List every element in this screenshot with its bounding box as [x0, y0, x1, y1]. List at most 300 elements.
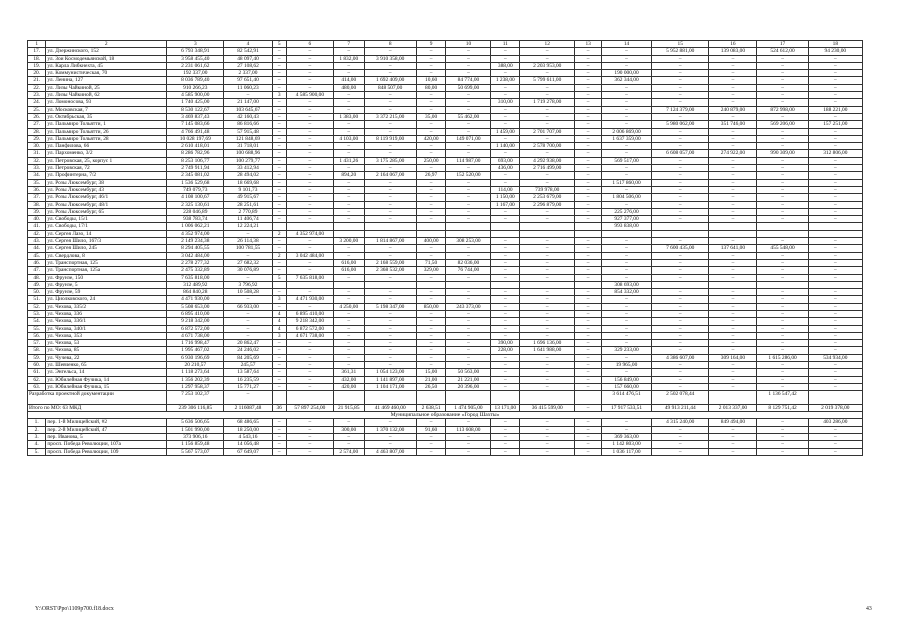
table-cell: – — [808, 252, 862, 259]
table-cell: – — [416, 143, 446, 150]
table-cell: 7 635 818,00 — [286, 274, 333, 281]
table-cell: – — [333, 106, 364, 113]
table-cell: 243 373,00 — [446, 303, 491, 310]
table-cell: – — [446, 194, 491, 201]
table-cell: – — [272, 448, 286, 455]
table-cell: – — [601, 419, 651, 426]
table-cell: – — [416, 208, 446, 215]
table-cell: 1 006 062,21 — [167, 223, 224, 230]
table-row — [28, 318, 863, 325]
table-cell: – — [575, 274, 602, 281]
table-cell: – — [520, 362, 575, 369]
table-cell: 62. — [28, 376, 46, 383]
table-cell: – — [272, 165, 286, 172]
table-cell: 6 — [286, 41, 333, 48]
table-cell: – — [416, 325, 446, 332]
table-cell: – — [224, 332, 272, 339]
table-row — [28, 426, 863, 433]
table-cell: – — [272, 157, 286, 164]
table-cell: – — [808, 172, 862, 179]
table-cell: – — [652, 318, 709, 325]
table-cell: – — [575, 84, 602, 91]
table-cell: 4 292 938,00 — [520, 157, 575, 164]
table-cell: ул. Фрунзе, 150 — [46, 274, 167, 281]
table-row — [28, 289, 863, 296]
table-cell: 27 108,62 — [224, 62, 272, 69]
table-cell: – — [333, 310, 364, 317]
table-cell: пер. 1-й Милицейский, #2 — [46, 419, 167, 426]
table-row — [28, 245, 863, 252]
table-cell: – — [575, 113, 602, 120]
table-cell: – — [520, 48, 575, 55]
table-cell: – — [575, 325, 602, 332]
table-cell: 1 036 117,00 — [601, 448, 651, 455]
table-cell: – — [286, 157, 333, 164]
table-cell — [446, 230, 491, 237]
table-cell — [272, 391, 286, 405]
table-cell: – — [286, 340, 333, 347]
table-cell: 103 645,67 — [224, 106, 272, 113]
table-cell: – — [709, 84, 757, 91]
table-cell: – — [520, 70, 575, 77]
table-cell: – — [446, 121, 491, 128]
table-cell: ул. Чехова, 335/2 — [46, 303, 167, 310]
table-cell: – — [491, 419, 520, 426]
table-row — [28, 383, 863, 390]
table-cell: 86 816,66 — [224, 121, 272, 128]
table-cell — [808, 223, 862, 230]
table-cell: – — [333, 362, 364, 369]
table-cell: 2 610 418,01 — [167, 143, 224, 150]
table-row — [28, 172, 863, 179]
table-cell: – — [364, 325, 416, 332]
table-cell: – — [446, 179, 491, 186]
table-cell: – — [491, 216, 520, 223]
table-cell: – — [709, 157, 757, 164]
table-cell: 2. — [28, 426, 46, 433]
table-cell: – — [652, 259, 709, 266]
table-cell: 524 612,00 — [757, 48, 808, 55]
table-cell: – — [709, 362, 757, 369]
table-cell: – — [757, 179, 808, 186]
table-cell: 7 124 379,00 — [652, 106, 709, 113]
table-row — [28, 259, 863, 266]
table-cell: – — [575, 99, 602, 106]
table-cell — [364, 223, 416, 230]
table-cell: 11 — [491, 41, 520, 48]
table-cell: 1 383,00 — [333, 113, 364, 120]
table-cell: – — [709, 252, 757, 259]
table-cell: 6 872 572,00 — [167, 325, 224, 332]
table-cell: ул. Розы Люксембург, 48/1 — [46, 201, 167, 208]
table-cell: – — [491, 172, 520, 179]
table-cell: – — [446, 150, 491, 157]
table-cell: – — [520, 383, 575, 390]
table-cell: 245,57 — [224, 362, 272, 369]
table-cell: ул. Петровская, 25, корпус 1 — [46, 157, 167, 164]
table-cell: 1 118 273,64 — [167, 369, 224, 376]
table-cell: – — [601, 267, 651, 274]
table-cell: – — [416, 92, 446, 99]
table-cell: – — [601, 354, 651, 361]
table-cell: 1 692 409,00 — [364, 77, 416, 84]
table-cell: 14 — [601, 41, 651, 48]
table-cell: – — [446, 99, 491, 106]
table-cell: 48. — [28, 274, 46, 281]
table-cell: 21. — [28, 77, 46, 84]
table-cell: ул. Профинтерна, 7/2 — [46, 172, 167, 179]
table-cell: – — [364, 340, 416, 347]
table-cell: – — [709, 332, 757, 339]
table-cell: – — [272, 245, 286, 252]
table-cell: ул. Коммунистическая, 70 — [46, 70, 167, 77]
table-cell: – — [286, 62, 333, 69]
table-cell — [286, 223, 333, 230]
table-cell: – — [520, 332, 575, 339]
table-cell — [333, 391, 364, 405]
table-cell: 308 693,00 — [601, 281, 651, 288]
table-cell: – — [333, 92, 364, 99]
table-cell: – — [364, 310, 416, 317]
table-cell: – — [520, 92, 575, 99]
table-cell: 309 164,00 — [709, 354, 757, 361]
table-cell: 993 838,00 — [601, 223, 651, 230]
table-cell: – — [757, 157, 808, 164]
table-cell: – — [224, 252, 272, 259]
table-cell: – — [416, 121, 446, 128]
table-cell: – — [757, 289, 808, 296]
table-cell: 18. — [28, 55, 46, 62]
table-cell — [652, 230, 709, 237]
table-cell: – — [491, 113, 520, 120]
table-cell: – — [416, 245, 446, 252]
table-cell: ул. Карла Либкнехта, 45 — [46, 62, 167, 69]
table-cell: – — [808, 245, 862, 252]
table-cell: – — [491, 448, 520, 455]
table-cell: – — [808, 157, 862, 164]
table-cell: – — [491, 267, 520, 274]
table-cell: 22. — [28, 84, 46, 91]
table-cell: 152 520,00 — [446, 172, 491, 179]
table-cell — [333, 223, 364, 230]
table-cell: – — [709, 201, 757, 208]
table-cell: 5 198 347,00 — [364, 303, 416, 310]
table-cell: – — [520, 448, 575, 455]
table-cell: 17. — [28, 48, 46, 55]
table-cell: – — [709, 77, 757, 84]
table-cell: 1 142 803,00 — [601, 441, 651, 448]
table-cell: ул. Пархоменко, 3/2 — [46, 150, 167, 157]
table-cell: 27. — [28, 121, 46, 128]
table-cell: 30 076,89 — [224, 267, 272, 274]
table-cell: 17 — [757, 41, 808, 48]
table-cell: – — [652, 426, 709, 433]
table-cell — [272, 281, 286, 288]
table-row — [28, 48, 863, 55]
table-header-row — [28, 41, 863, 48]
table-cell: – — [709, 165, 757, 172]
table-cell: 19 965,00 — [601, 362, 651, 369]
table-cell: – — [808, 340, 862, 347]
table-row — [28, 238, 863, 245]
table-cell: – — [575, 92, 602, 99]
table-cell: – — [808, 325, 862, 332]
table-cell: 1 459,00 — [491, 128, 520, 135]
table-row — [28, 281, 863, 288]
table-cell: – — [272, 84, 286, 91]
table-cell: 137 641,00 — [709, 245, 757, 252]
table-cell: 1 150,00 — [491, 194, 520, 201]
table-cell: 5 799 611,00 — [520, 77, 575, 84]
table-cell: 2 345 081,02 — [167, 172, 224, 179]
table-cell: 45. — [28, 252, 46, 259]
table-cell: 42. — [28, 230, 46, 237]
table-cell: – — [575, 419, 602, 426]
table-row — [28, 303, 863, 310]
table-cell: ул. Чехова, 336/1 — [46, 318, 167, 325]
table-cell: 361,31 — [333, 369, 364, 376]
table-cell: 1 641 988,00 — [520, 347, 575, 354]
table-cell: – — [520, 135, 575, 142]
table-cell: – — [601, 165, 651, 172]
table-cell: 7 635 818,00 — [167, 274, 224, 281]
table-cell: 149 071,00 — [446, 135, 491, 142]
table-cell: – — [520, 325, 575, 332]
table-cell: ул. Розы Люксембург, 43 — [46, 186, 167, 193]
table-row — [28, 433, 863, 440]
table-cell: – — [652, 143, 709, 150]
table-cell: – — [575, 238, 602, 245]
table-cell: – — [416, 310, 446, 317]
table-cell: 1 716 998,47 — [167, 340, 224, 347]
table-cell: – — [286, 303, 333, 310]
table-cell: – — [575, 289, 602, 296]
table-row — [28, 62, 863, 69]
table-cell: – — [601, 259, 651, 266]
table-cell: – — [808, 332, 862, 339]
table-cell: 3 — [272, 332, 286, 339]
table-cell: – — [333, 208, 364, 215]
table-cell: – — [416, 194, 446, 201]
table-cell: – — [446, 62, 491, 69]
table-cell: – — [364, 289, 416, 296]
table-cell: – — [757, 347, 808, 354]
table-cell: 5 508 653,00 — [167, 303, 224, 310]
table-cell: – — [272, 186, 286, 193]
table-cell: 47. — [28, 267, 46, 274]
table-cell: 3 796,92 — [224, 281, 272, 288]
table-cell: 4 — [272, 325, 286, 332]
table-cell: ул. Зои Космодемьянской, 18 — [46, 55, 167, 62]
table-row — [28, 267, 863, 274]
table-cell: – — [333, 433, 364, 440]
table-row — [28, 113, 863, 120]
table-cell: ул. Чехова, 353 — [46, 332, 167, 339]
table-cell: – — [286, 347, 333, 354]
table-cell: – — [601, 92, 651, 99]
table-cell: 1 — [28, 41, 46, 48]
table-cell: 308 253,00 — [446, 238, 491, 245]
table-row — [28, 441, 863, 448]
table-cell: 3 042 484,00 — [286, 252, 333, 259]
table-cell — [520, 391, 575, 405]
table-cell: – — [652, 92, 709, 99]
table-row — [28, 362, 863, 369]
table-cell: 2 278 277,32 — [167, 259, 224, 266]
table-cell: – — [808, 376, 862, 383]
table-cell: – — [446, 347, 491, 354]
table-row-total — [28, 404, 863, 411]
table-cell: – — [652, 186, 709, 193]
table-cell: 24. — [28, 99, 46, 106]
table-cell: 36. — [28, 186, 46, 193]
table-cell: 51. — [28, 296, 46, 303]
table-cell: ул. Ломоносова, 93 — [46, 99, 167, 106]
table-cell: ул. Петровская, 72 — [46, 165, 167, 172]
table-cell: 1 370 132,00 — [364, 426, 416, 433]
table-cell: – — [416, 433, 446, 440]
table-cell: – — [224, 325, 272, 332]
table-cell: – — [709, 347, 757, 354]
table-cell — [808, 230, 862, 237]
table-cell: – — [416, 362, 446, 369]
table-cell: 84 205,69 — [224, 354, 272, 361]
table-cell: 21 915,85 — [333, 404, 364, 411]
table-cell: – — [601, 238, 651, 245]
table-cell: – — [757, 216, 808, 223]
table-cell: 8 036 789,40 — [167, 77, 224, 84]
table-cell: – — [491, 354, 520, 361]
table-cell: – — [757, 325, 808, 332]
table-cell: – — [757, 252, 808, 259]
table-cell: 1 832,00 — [333, 55, 364, 62]
table-cell: ул. Лизы Чайкиной, 62 — [46, 92, 167, 99]
table-cell: – — [709, 267, 757, 274]
table-cell: – — [520, 106, 575, 113]
table-cell: – — [491, 208, 520, 215]
table-cell: 55. — [28, 325, 46, 332]
table-cell: – — [446, 245, 491, 252]
table-cell: – — [575, 55, 602, 62]
table-cell: 388,00 — [491, 62, 520, 69]
table-cell: – — [709, 208, 757, 215]
table-cell: – — [652, 376, 709, 383]
table-cell: – — [520, 208, 575, 215]
table-cell: 21,00 — [416, 376, 446, 383]
table-cell — [575, 391, 602, 405]
table-cell: 188 221,00 — [808, 106, 862, 113]
table-cell: просп. Победа Революции, 107а — [46, 441, 167, 448]
table-cell: 4 103,00 — [333, 135, 364, 142]
table-cell — [416, 230, 446, 237]
table-cell: – — [272, 77, 286, 84]
table-cell: – — [364, 165, 416, 172]
table-cell: 12 224,21 — [224, 223, 272, 230]
table-cell: – — [601, 274, 651, 281]
table-cell: – — [416, 354, 446, 361]
table-cell: 274 922,00 — [709, 150, 757, 157]
table-cell: – — [491, 433, 520, 440]
table-cell: 2 149 234,38 — [167, 238, 224, 245]
table-cell: – — [575, 318, 602, 325]
table-cell: – — [575, 354, 602, 361]
table-cell: – — [333, 340, 364, 347]
table-cell: – — [652, 274, 709, 281]
table-cell: 11 060,23 — [224, 84, 272, 91]
table-cell: – — [575, 194, 602, 201]
table-cell: – — [808, 186, 862, 193]
table-cell: 3 910 358,00 — [364, 55, 416, 62]
table-cell: – — [491, 303, 520, 310]
table-cell: – — [491, 245, 520, 252]
table-cell: 436,00 — [491, 165, 520, 172]
table-cell: пер. Иванова, 5 — [46, 433, 167, 440]
table-cell: – — [364, 70, 416, 77]
table-cell: – — [416, 201, 446, 208]
table-cell: 455 548,00 — [757, 245, 808, 252]
table-cell: – — [520, 296, 575, 303]
table-cell: – — [652, 325, 709, 332]
table-cell: 4 671 738,00 — [167, 332, 224, 339]
table-cell: – — [757, 70, 808, 77]
table-cell — [601, 230, 651, 237]
table-cell: 1. — [28, 419, 46, 426]
table-row — [28, 186, 863, 193]
table-cell: ул. Энгельса, 14 — [46, 369, 167, 376]
table-cell: 2 337,00 — [224, 70, 272, 77]
table-cell — [364, 230, 416, 237]
table-cell: – — [446, 128, 491, 135]
table-cell: – — [286, 245, 333, 252]
table-cell: 3 372 215,00 — [364, 113, 416, 120]
table-cell: – — [520, 376, 575, 383]
table-cell: – — [808, 303, 862, 310]
table-cell: – — [520, 441, 575, 448]
table-cell: 24 246,02 — [224, 347, 272, 354]
table-cell: 400,00 — [416, 238, 446, 245]
table-cell: – — [808, 99, 862, 106]
table-cell: – — [286, 369, 333, 376]
table-cell: 3 — [272, 296, 286, 303]
table-cell: – — [333, 347, 364, 354]
table-row — [28, 157, 863, 164]
table-row — [28, 332, 863, 339]
table-cell: 97 651,40 — [224, 77, 272, 84]
table-cell: – — [520, 267, 575, 274]
table-cell: 569 206,00 — [757, 121, 808, 128]
table-cell: 1 297 958,37 — [167, 383, 224, 390]
table-cell: 362 344,00 — [601, 77, 651, 84]
table-cell: 390,00 — [491, 340, 520, 347]
table-cell: – — [364, 128, 416, 135]
table-cell: – — [757, 318, 808, 325]
table-cell: 2 638,51 — [416, 404, 446, 411]
table-cell: 114,00 — [491, 186, 520, 193]
table-cell: – — [446, 165, 491, 172]
table-cell: – — [757, 92, 808, 99]
table-cell: ул. Свердлова, 8 — [46, 252, 167, 259]
table-cell: – — [652, 179, 709, 186]
table-cell: – — [575, 135, 602, 142]
table-cell: – — [520, 113, 575, 120]
table-cell: 228,00 — [491, 347, 520, 354]
table-cell: 990 309,00 — [757, 150, 808, 157]
table-cell: – — [333, 245, 364, 252]
table-cell: – — [491, 92, 520, 99]
table-cell: – — [757, 99, 808, 106]
table-cell: 616,00 — [333, 259, 364, 266]
table-cell: – — [709, 369, 757, 376]
